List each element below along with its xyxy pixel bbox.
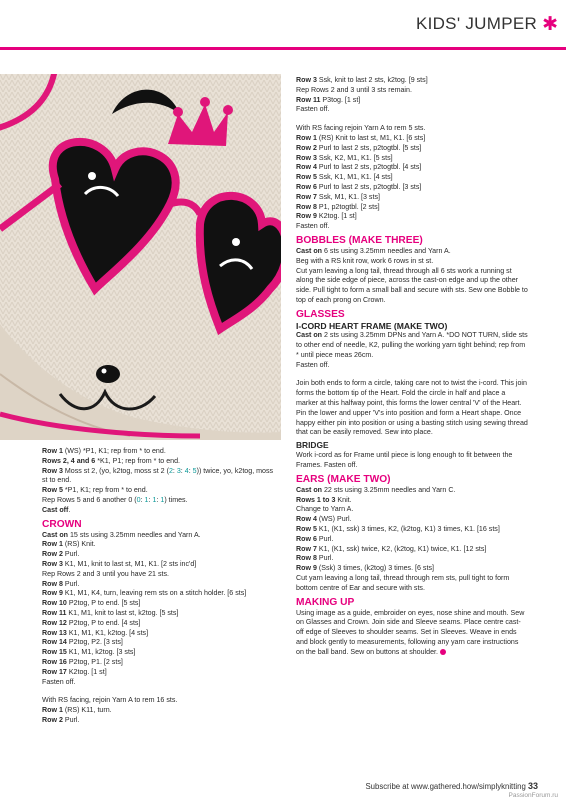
header-divider [0, 47, 566, 50]
end-marker-icon [440, 649, 446, 655]
ears-heading: EARS (MAKE TWO) [296, 473, 391, 485]
knitted-face-illustration [0, 74, 281, 440]
asterisk-icon: ✱ [542, 13, 558, 35]
icord-rows: Cast on 2 sts using 3.25mm DPNs and Yarn A. *DO NOT TURN, slide sts to other end of needle, K2, pulling the working yarn tight behind; rep from * until piece meas 26cm. Fasten off. [296, 331, 528, 369]
crown-rows-second: With RS facing, rejoin Yarn A to rem 16 sts. Row 1 (RS) K11, turn. Row 2 Purl. [42, 696, 178, 724]
crown-heading: CROWN [42, 518, 82, 530]
crown-continued: Row 3 Ssk, knit to last 2 sts, k2tog. [9 sts] Rep Rows 2 and 3 until 3 sts remain. Row 11 P3tog. [1 st] Fasten off. [296, 76, 428, 114]
watermark: PassionForum.ru [508, 792, 558, 799]
making-up-text: Using image as a guide, embroider on eyes, nose shine and mouth. Sew on Glasses and Crown. Join side and Sleeve seams. Place centre cast-off edge of Sleeves to shoulder seams. Set in Sleeves. Weave in ends and block gently to measurements, following any yarn care instructions on the ball band. Sew on buttons at shoulder. [296, 608, 525, 656]
glasses-heading: GLASSES [296, 308, 345, 320]
right-column [296, 76, 528, 658]
page-footer [365, 781, 538, 791]
section-title: KIDS' JUMPER [415, 14, 538, 33]
page-header [416, 14, 558, 34]
bridge-heading: BRIDGE [296, 440, 329, 451]
making-up-heading: MAKING UP [296, 596, 355, 608]
crown-rejoin-rows: With RS facing rejoin Yarn A to rem 5 sts. Row 1 (RS) Knit to last st, M1, K1. [6 sts] Row 2 Purl to last 2 sts, p2togtbl. [5 sts] Row 3 Ssk, K2, M1, K1. [5 sts] Row 4 Purl to last 2 sts, p2togtbl. [4 sts] Row 5 Ssk, K1, M1, K1. [4 sts] Row 6 Purl to last 2 sts, p2togtbl. [3 sts] Row 7 Ssk, M1, K1. [3 sts] Row 8 P1, p2togtbl. [2 sts] Row 9 K2tog. [1 st] Fasten off. [296, 124, 426, 231]
ears-rows: Cast on 22 sts using 3.25mm needles and Yarn C. Rows 1 to 3 Knit. Change to Yarn A. Row 4 (WS) Purl. Row 5 K1, (K1, ssk) 3 times, K2, (k2tog, K1) 3 times, K1. [16 sts] Row 6 Purl. Row 7 K1, (K1, ssk) twice, K2, (k2tog, K1) twice, K1. [12 sts] Row 8 Purl. Row 9 (Ssk) 3 times, (k2tog) 3 times. [6 sts] Cut yarn leaving a long tail, thread through rem sts, pull tight to form bottom centre of Ear and secure with sts. [296, 485, 510, 592]
jumper-photo [0, 74, 281, 440]
crown-rows: Cast on 15 sts using 3.25mm needles and Yarn A. Row 1 (RS) Knit. Row 2 Purl. Row 3 K1, M1, knit to last st, M1, K1. [2 sts inc'd] Rep Rows 2 and 3 until you have 21 sts. Row 8 Purl. Row 9 K1, M1, K4, turn, leaving rem sts on a stitch holder. [6 sts] Row 10 P2tog, P to end. [5 sts] Row 11 K1, M1, knit to last st, k2tog. [5 sts] Row 12 P2tog, P to end. [4 sts] Row 13 K1, M1, K1, k2tog. [4 sts] Row 14 P2tog, P2. [3 sts] Row 15 K1, M1, k2tog. [3 sts] Row 16 P2tog, P1. [2 sts] Row 17 K2tog. [1 st] Fasten off. [42, 530, 247, 686]
icord-join-text: Join both ends to form a circle, taking care not to twist the i-cord. This join forms the bottom tip of the Heart. Fold the circle in half and place a marker at this halfway point, this forms the lower central 'V' of the Heart. Pin the lower and upper 'V's into position and form a Heart shape. Once happy either pin into position or using a basting stitch using sewing thread that can be easily removed. Sew into place. [296, 379, 528, 437]
rib-rows: Row 1 (WS) *P1, K1; rep from * to end. Rows 2, 4 and 6 *K1, P1; rep from * to end. Row 3 Moss st 2, (yo, k2tog, moss st 2 (2: 3: 4: 5)) twice, yo, k2tog, moss st to end. Row 5 *P1, K1; rep from * to end. Rep Rows 5 and 6 another 0 (0: 1: 1: 1) times. Cast off. [42, 447, 274, 514]
left-column [42, 447, 274, 726]
bobbles-heading: BOBBLES (MAKE THREE) [296, 234, 423, 246]
bridge-text: Work i-cord as for Frame until piece is long enough to fit between the Frames. Fasten off. [296, 451, 513, 469]
page-number: 33 [527, 781, 538, 791]
icord-heading: I-CORD HEART FRAME (MAKE TWO) [296, 320, 448, 331]
bobbles-rows: Cast on 6 sts using 3.25mm needles and Yarn A. Beg with a RS knit row, work 6 rows in st st. Cut yarn leaving a long tail, thread through all 6 sts work a running st along the side edge of piece, across the cast-on edge and up the other side. Pull tight to form a small ball and secure with sts. Sew one Bobble to top of each prong on Crown. [296, 246, 528, 304]
subscribe-link[interactable]: Subscribe at www.gathered.how/simplyknitting [365, 782, 526, 791]
